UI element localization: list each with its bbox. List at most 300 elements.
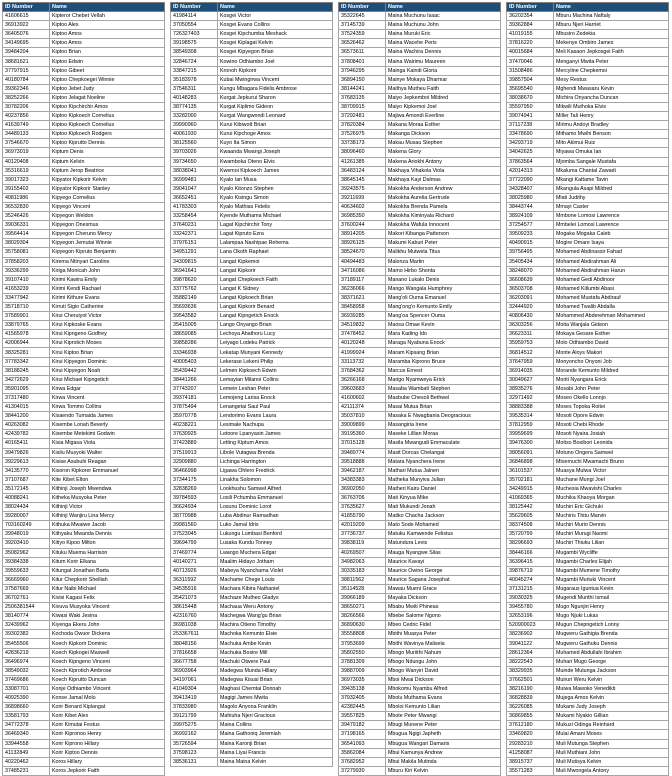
- table-row: [3, 130, 165, 139]
- id-number-cell: 39959699: [507, 430, 554, 439]
- id-number-cell: 39211699: [339, 193, 386, 202]
- table-row: [171, 257, 333, 266]
- name-cell: Kitur Chepkorir Shelliah: [50, 575, 165, 584]
- id-number-cell: 39413419: [171, 694, 218, 703]
- table-row: [3, 539, 165, 548]
- name-cell: Kithinji Wanjiru Lina Mercy: [50, 512, 165, 521]
- id-number-cell: 34716086: [339, 266, 386, 275]
- id-number-cell: 33581793: [3, 712, 50, 721]
- name-cell: Miller Tali Henry: [554, 112, 669, 121]
- table-row: [507, 421, 669, 430]
- name-cell: Maram Kipsang Brian: [386, 348, 501, 357]
- name-cell: Kirwa Tommo Collins: [50, 403, 165, 412]
- id-name-table: [2, 2, 165, 776]
- table-row: [339, 93, 501, 102]
- id-number-cell: 36483124: [339, 166, 386, 175]
- id-number-cell: 36303256: [507, 321, 554, 330]
- name-cell: Maurice Sagana Josephat: [386, 575, 501, 584]
- id-number-cell: 39074941: [507, 112, 554, 121]
- table-row: [339, 157, 501, 166]
- name-cell: Mbote Peter Mwangi: [386, 712, 501, 721]
- table-row: [507, 666, 669, 675]
- id-number-cell: 37589901: [3, 312, 50, 321]
- table-row: [339, 148, 501, 157]
- name-header: Name: [218, 3, 333, 12]
- table-row: [3, 594, 165, 603]
- name-cell: Makumi Kaburi Peter: [386, 239, 501, 248]
- name-cell: Mang'oli Ouma Emanuel: [386, 293, 501, 302]
- table-row: [507, 93, 669, 102]
- id-number-cell: 38650271: [339, 603, 386, 612]
- id-number-cell: 35695540: [507, 84, 554, 93]
- table-row: [3, 684, 165, 693]
- id-number-cell: 37546311: [171, 84, 218, 93]
- table-row: [3, 512, 165, 521]
- name-cell: Mghendi Mwasaru Kevin: [554, 84, 669, 93]
- id-number-cell: 36981038: [171, 621, 218, 630]
- table-row: [171, 321, 333, 330]
- id-number-cell: 33478690: [507, 130, 554, 139]
- id-number-cell: 37640231: [171, 221, 218, 230]
- name-cell: Kipyator Kipkorir Stanley: [50, 184, 165, 193]
- name-cell: Kitum Korir Elkana: [50, 557, 165, 566]
- table-row: [171, 266, 333, 275]
- id-number-cell: 38441200: [3, 412, 50, 421]
- name-cell: Luba Abdinur Ramadhan: [218, 512, 333, 521]
- name-cell: Kiptoo Jebet Judy: [50, 84, 165, 93]
- name-cell: Langat Kipkorir Benard: [218, 303, 333, 312]
- table-row: [3, 193, 165, 202]
- table-row: [507, 66, 669, 75]
- table-row: [507, 466, 669, 475]
- table-row: [507, 130, 669, 139]
- name-cell: Kirui Kiprotich Moses: [50, 339, 165, 348]
- name-cell: Mogaka Mogaka Caleb: [554, 230, 669, 239]
- name-cell: Magolo Anyona Franklin: [218, 703, 333, 712]
- table-row: [507, 175, 669, 184]
- name-cell: Mauga Nyangwe Silas: [386, 548, 501, 557]
- name-cell: Muchiri Thiuku Lilian: [554, 539, 669, 548]
- name-cell: Kipyego Vincent: [50, 202, 165, 211]
- name-cell: Muchesia Mwavishi Charles: [554, 484, 669, 493]
- table-row: [339, 48, 501, 57]
- name-cell: Motuno Ongera Samwel: [554, 448, 669, 457]
- table-row: [339, 757, 501, 766]
- name-cell: Marigo Nyamweya Erick: [386, 375, 501, 384]
- name-cell: Mosabi John Peter: [554, 384, 669, 393]
- table-row: [339, 348, 501, 357]
- name-cell: Mbugi Munene Peter: [386, 721, 501, 730]
- name-cell: Mohamed Twalib Abdalla: [554, 303, 669, 312]
- table-row: [3, 239, 165, 248]
- id-number-cell: 37816220: [507, 39, 554, 48]
- id-number-cell: 35629605: [507, 512, 554, 521]
- name-cell: Kipyegon Cheruno Mercy: [50, 230, 165, 239]
- name-cell: Losunu Dominic Lorot: [218, 503, 333, 512]
- name-cell: Masangiria Irene: [386, 421, 501, 430]
- id-number-cell: 36652451: [171, 193, 218, 202]
- name-cell: Mmbone Lomosi Lawrence: [554, 212, 669, 221]
- table-row: [339, 39, 501, 48]
- id-number-cell: 37423889: [171, 439, 218, 448]
- table-row: [339, 493, 501, 502]
- name-cell: Mokaya Gesare Esther: [554, 330, 669, 339]
- table-row: [171, 657, 333, 666]
- table-row: [3, 330, 165, 339]
- name-cell: Michira Onyancha Duncan: [554, 93, 669, 102]
- id-number-cell: 40490915: [507, 239, 554, 248]
- table-header-row: [171, 3, 333, 12]
- name-cell: Mukuzi Odinga Reinhard: [554, 721, 669, 730]
- name-cell: Muinde Mutunga Jackson: [554, 666, 669, 675]
- name-cell: Mati Kinyua Mike: [386, 493, 501, 502]
- name-cell: Mugambi Charles Elijah: [554, 557, 669, 566]
- name-cell: Kituku Muema Harrison: [50, 548, 165, 557]
- column-3: [338, 2, 498, 776]
- id-number-cell: 38926125: [339, 239, 386, 248]
- name-cell: Masaba Wambati Stephen: [386, 384, 501, 393]
- name-cell: Kirimi Kithure Evans: [50, 293, 165, 302]
- name-cell: Kowino Odhiambo Joel: [218, 57, 333, 66]
- table-row: [339, 312, 501, 321]
- id-number-cell: 35421073: [171, 594, 218, 603]
- name-cell: Maraga Nyabuna Enock: [386, 339, 501, 348]
- id-number-cell: 36532830: [3, 202, 50, 211]
- name-cell: Korir Kimutai Festus: [50, 721, 165, 730]
- id-number-cell: 39990960: [171, 121, 218, 130]
- name-cell: Linakha Solomon: [218, 475, 333, 484]
- id-number-cell: 35802550: [339, 648, 386, 657]
- name-cell: Machuka Bosire Mill: [218, 648, 333, 657]
- id-number-cell: 38709915: [339, 102, 386, 111]
- table-row: [339, 357, 501, 366]
- table-row: [339, 102, 501, 111]
- name-cell: Koech Kipkorir Dominic: [50, 639, 165, 648]
- id-number-cell: 36763706: [339, 493, 386, 502]
- table-row: [339, 439, 501, 448]
- id-number-cell: 41304015: [3, 403, 50, 412]
- name-cell: Kiptum Kelvin: [50, 157, 165, 166]
- id-number-header: ID Number: [507, 3, 554, 12]
- id-number-cell: 38096460: [339, 148, 386, 157]
- name-cell: Mohamed Abdirahman Ali: [554, 257, 669, 266]
- id-number-cell: 37145739: [339, 21, 386, 30]
- table-row: [339, 366, 501, 375]
- table-row: [507, 366, 669, 375]
- table-row: [339, 766, 501, 775]
- id-number-cell: 38536131: [171, 757, 218, 766]
- name-cell: Makhaya Kayi Dalmas: [386, 175, 501, 184]
- id-number-cell: 39509233: [507, 230, 554, 239]
- table-row: [339, 84, 501, 93]
- table-row: [339, 575, 501, 584]
- name-cell: Maina Collins: [218, 721, 333, 730]
- name-cell: Korir Kiptoo Dennis: [50, 748, 165, 757]
- table-row: [339, 257, 501, 266]
- id-number-cell: 40269507: [339, 548, 386, 557]
- table-row: [507, 703, 669, 712]
- id-number-cell: 35862084: [339, 748, 386, 757]
- table-row: [339, 712, 501, 721]
- id-number-cell: 32439962: [3, 621, 50, 630]
- table-row: [339, 221, 501, 230]
- id-number-cell: 37050554: [171, 21, 218, 30]
- table-row: [339, 30, 501, 39]
- id-number-cell: 39838119: [339, 539, 386, 548]
- id-number-cell: 35316619: [3, 166, 50, 175]
- id-number-cell: 35439442: [171, 366, 218, 375]
- id-number-cell: 39009899: [339, 421, 386, 430]
- name-cell: Mawau Mueni Grace: [386, 584, 501, 593]
- name-cell: Kirui Kipkoske Evans: [50, 321, 165, 330]
- id-number-header: ID Number: [339, 3, 386, 12]
- id-number-cell: 40220462: [3, 757, 50, 766]
- table-row: [507, 12, 669, 21]
- id-number-cell: 33469820: [507, 730, 554, 739]
- table-row: [507, 48, 669, 57]
- id-number-cell: 38216190: [507, 684, 554, 693]
- table-row: [171, 93, 333, 102]
- name-cell: Mohamed Abdinassir Fahad: [554, 248, 669, 257]
- table-row: [339, 75, 501, 84]
- table-row: [339, 748, 501, 757]
- id-number-cell: 520900023: [507, 621, 554, 630]
- table-row: [507, 448, 669, 457]
- name-cell: Kiptoo Brian: [50, 48, 165, 57]
- table-row: [507, 694, 669, 703]
- id-number-cell: 39756495: [507, 248, 554, 257]
- name-cell: Kitheka Musyoka Peter: [50, 493, 165, 502]
- id-number-cell: 33477942: [3, 293, 50, 302]
- id-number-cell: 38188245: [3, 366, 50, 375]
- name-cell: Mango Wangala Humphrey: [386, 284, 501, 293]
- table-row: [507, 84, 669, 93]
- table-row: [507, 248, 669, 257]
- table-row: [171, 366, 333, 375]
- id-number-cell: 28612364: [507, 648, 554, 657]
- id-number-cell: 38371621: [339, 293, 386, 302]
- id-number-cell: 39479182: [339, 721, 386, 730]
- id-number-cell: 39858286: [171, 339, 218, 348]
- id-number-cell: 39518888: [339, 457, 386, 466]
- id-number-cell: 37526975: [339, 130, 386, 139]
- name-cell: Langat Kipkoech Brian: [218, 293, 333, 302]
- name-cell: Letting Kiptum Amos: [218, 439, 333, 448]
- name-cell: Marcus Ernest: [386, 366, 501, 375]
- table-row: [507, 330, 669, 339]
- name-cell: Mainye Mokaya Dharmar: [386, 75, 501, 84]
- name-cell: Kirwa Edgar: [50, 384, 165, 393]
- name-cell: Mburu Machina Naftaly: [554, 12, 669, 21]
- id-number-cell: 36898660: [3, 703, 50, 712]
- id-number-cell: 39362346: [3, 84, 50, 93]
- id-number-cell: 39878620: [171, 275, 218, 284]
- table-row: [3, 184, 165, 193]
- id-number-cell: 41258087: [507, 748, 554, 757]
- table-row: [3, 630, 165, 639]
- name-cell: Lekatap Munyani Kennedy: [218, 348, 333, 357]
- name-cell: Kosgei Kipchumba Meshack: [218, 30, 333, 39]
- id-number-cell: 37292481: [339, 112, 386, 121]
- name-cell: Mkaluma Chantal Zawadi: [554, 166, 669, 175]
- name-cell: Langat Kipkorir: [218, 266, 333, 275]
- name-cell: Kitungat Jonathan Barta: [50, 566, 165, 575]
- name-cell: Koech Kipngeno Vincent: [50, 657, 165, 666]
- table-header-row: [3, 3, 165, 12]
- id-number-cell: 38811562: [339, 575, 386, 584]
- id-number-cell: 36623311: [507, 330, 554, 339]
- table-row: [3, 484, 165, 493]
- table-row: [3, 557, 165, 566]
- table-row: [171, 439, 333, 448]
- id-name-table: [338, 2, 501, 776]
- table-row: [171, 303, 333, 312]
- id-number-cell: 38038041: [171, 166, 218, 175]
- table-row: [3, 603, 165, 612]
- table-row: [507, 102, 669, 111]
- table-row: [171, 175, 333, 184]
- id-number-cell: 42006944: [3, 339, 50, 348]
- id-number-cell: 36846898: [507, 457, 554, 466]
- table-row: [339, 303, 501, 312]
- id-number-cell: 35246426: [3, 212, 50, 221]
- table-row: [507, 675, 669, 684]
- name-cell: Mbeo Cedric Fidel: [386, 621, 501, 630]
- table-row: [171, 703, 333, 712]
- table-row: [171, 739, 333, 748]
- id-number-cell: 37743207: [171, 384, 218, 393]
- name-cell: Morande Kemunto Mildred: [554, 366, 669, 375]
- name-cell: Mulai Amani Moses: [554, 730, 669, 739]
- name-cell: Mainga Kaindi Gloria: [386, 66, 501, 75]
- name-cell: Lesimale Nachupa: [218, 421, 333, 430]
- name-cell: Muli Muthiani John: [554, 748, 669, 757]
- table-row: [3, 121, 165, 130]
- table-row: [3, 666, 165, 675]
- name-cell: Lemojeng Larisa Enock: [218, 393, 333, 402]
- table-row: [3, 303, 165, 312]
- id-number-cell: 41049304: [171, 684, 218, 693]
- name-cell: Kyende Muthama Michael: [218, 212, 333, 221]
- table-row: [507, 548, 669, 557]
- id-number-cell: 36702761: [3, 594, 50, 603]
- name-cell: Kyalo Ian Musa: [218, 175, 333, 184]
- name-cell: Koros Hillary: [50, 757, 165, 766]
- id-number-cell: 29283210: [507, 739, 554, 748]
- id-number-cell: 40045274: [507, 575, 554, 584]
- table-row: [339, 266, 501, 275]
- id-number-cell: 39703026: [171, 148, 218, 157]
- table-header-row: [339, 3, 501, 12]
- table-row: [3, 230, 165, 239]
- table-row: [339, 339, 501, 348]
- id-number-cell: 39535314: [507, 412, 554, 421]
- name-cell: Maurice Kavayi: [386, 557, 501, 566]
- table-row: [339, 421, 501, 430]
- table-row: [339, 321, 501, 330]
- id-number-cell: 41600602: [339, 393, 386, 402]
- name-cell: Machaze Mutheo Gladys: [218, 594, 333, 603]
- table-row: [507, 284, 669, 293]
- table-row: [171, 694, 333, 703]
- table-row: [339, 721, 501, 730]
- name-cell: Koech Kipkogei Maxwell: [50, 648, 165, 657]
- table-row: [507, 339, 669, 348]
- table-row: [339, 639, 501, 648]
- table-row: [507, 139, 669, 148]
- table-row: [3, 748, 165, 757]
- name-cell: Mugo Ngunjiri Henry: [554, 603, 669, 612]
- name-cell: Mercyline Chepkemoi: [554, 66, 669, 75]
- table-row: [507, 57, 669, 66]
- table-row: [3, 102, 165, 111]
- table-row: [339, 430, 501, 439]
- id-number-cell: 38915737: [507, 757, 554, 766]
- name-cell: Kisoron Kipkorer Emmanuel: [50, 466, 165, 475]
- id-number-cell: 34951291: [171, 248, 218, 257]
- table-row: [339, 521, 501, 530]
- table-row: [507, 275, 669, 284]
- table-row: [339, 112, 501, 121]
- name-cell: Malonza Martin: [386, 257, 501, 266]
- id-number-cell: 36992162: [171, 730, 218, 739]
- name-cell: Langat Kipkemoi: [218, 257, 333, 266]
- id-number-cell: 36973019: [3, 148, 50, 157]
- table-row: [171, 284, 333, 293]
- id-number-cell: 39484204: [3, 48, 50, 57]
- name-cell: Makokha Anderson Andrew: [386, 184, 501, 193]
- name-cell: Mito Akimui Ruiz: [554, 139, 669, 148]
- name-cell: Kisilu Musyoki Walter: [50, 448, 165, 457]
- name-cell: Monte Aloys Makori: [554, 348, 669, 357]
- id-number-cell: 40634602: [339, 202, 386, 211]
- id-number-cell: 40713926: [171, 566, 218, 575]
- name-cell: Mikwili Muthoka Elvis: [554, 102, 669, 111]
- id-number-cell: 39784593: [171, 493, 218, 502]
- id-number-cell: 37469774: [171, 548, 218, 557]
- table-row: [3, 384, 165, 393]
- name-cell: Lwango Muchera Edgar: [218, 548, 333, 557]
- table-row: [171, 112, 333, 121]
- id-number-cell: 36608639: [507, 275, 554, 284]
- id-number-cell: 32444920: [507, 303, 554, 312]
- table-row: [171, 275, 333, 284]
- id-number-cell: 38266566: [339, 612, 386, 621]
- table-row: [507, 39, 669, 48]
- table-row: [171, 21, 333, 30]
- name-cell: Makanga Dickson: [386, 130, 501, 139]
- name-cell: Kirui Kipngeno Godfrey: [50, 330, 165, 339]
- id-number-cell: 34489133: [3, 130, 50, 139]
- id-number-cell: 37682952: [339, 757, 386, 766]
- table-row: [3, 648, 165, 657]
- table-row: [171, 430, 333, 439]
- table-row: [3, 566, 165, 575]
- name-cell: Kiptum Jerop Beatrice: [50, 166, 165, 175]
- id-number-cell: 33944558: [3, 739, 50, 748]
- name-cell: Kyalo Kisingu Simon: [218, 193, 333, 202]
- table-row: [339, 621, 501, 630]
- id-number-cell: 34135770: [3, 466, 50, 475]
- table-row: [507, 303, 669, 312]
- name-header: Name: [386, 3, 501, 12]
- name-cell: Maina Wachira Dennis: [386, 48, 501, 57]
- name-cell: Mbogo Ndungu John: [386, 657, 501, 666]
- id-number-cell: 36573611: [339, 48, 386, 57]
- id-number-cell: 36311592: [171, 575, 218, 584]
- id-number-cell: 41999924: [339, 348, 386, 357]
- name-cell: Kwamboka Oteno Elvis: [218, 157, 333, 166]
